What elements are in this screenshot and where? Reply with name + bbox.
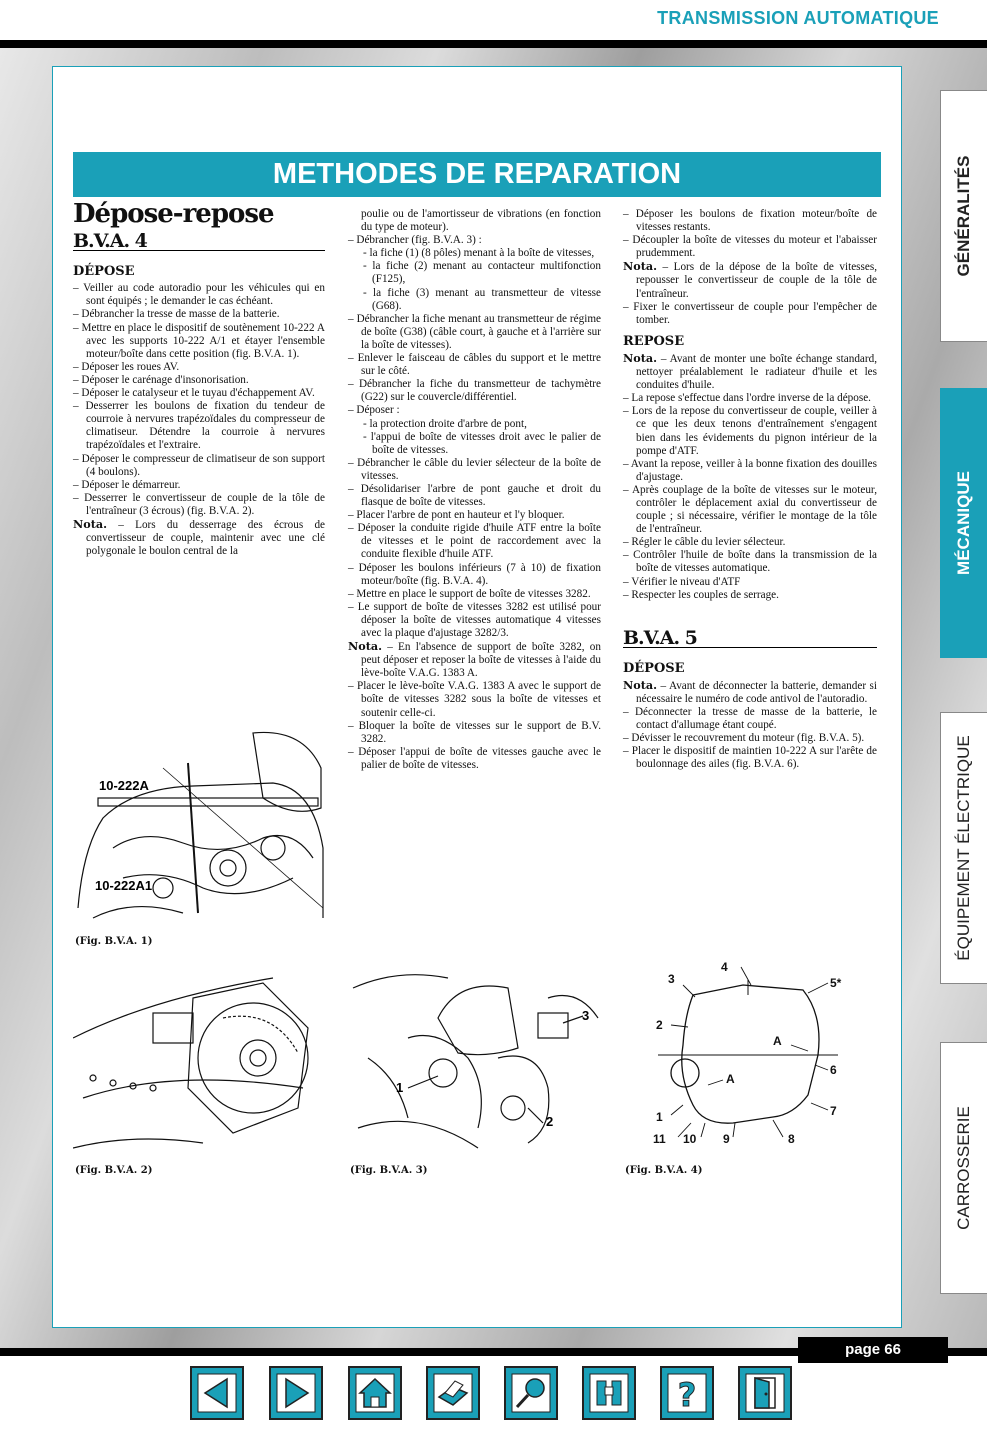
nota: Nota. – Lors du desserrage des écrous de convertisseur de couple, maintenir avec une clé polygonale le boulon central de la xyxy=(73,516,325,558)
figure-bva-4 xyxy=(623,955,877,1160)
fig4-label: 8 xyxy=(788,1132,795,1146)
list-item: – Déposer : xyxy=(348,404,400,417)
next-button[interactable] xyxy=(269,1366,323,1420)
fig1-label-a: 10-222A xyxy=(99,778,149,793)
list-item: – Découpler la boîte de vitesses du moteur et l'abaisser prudemment. xyxy=(623,234,877,260)
list-item: - l'appui de boîte de vitesses droit avec le palier de boîte de vitesses. xyxy=(363,430,601,456)
heading-bva5: B.V.A. 5 xyxy=(623,632,877,648)
converter-illustration xyxy=(73,958,328,1158)
next-icon xyxy=(276,1373,316,1413)
fig4-label: 7 xyxy=(830,1104,837,1118)
list-item: poulie ou de l'amortisseur de vibrations (en fonction du type de moteur). xyxy=(361,208,601,234)
list-item: – Débrancher la fiche menant au transmetteur de régime de boîte (G38) (câble court, à gauche et à l'arrière sur la boîte de vitesses). xyxy=(348,312,601,351)
print-button[interactable] xyxy=(426,1366,480,1420)
fig4-label: 4 xyxy=(721,960,728,974)
list-item: – Fixer le convertisseur de couple pour l'empêcher de tomber. xyxy=(623,300,877,326)
figure-caption: (Fig. B.V.A. 1) xyxy=(75,936,153,947)
tab-mecanique[interactable]: MÉCANIQUE xyxy=(940,388,987,658)
list-item: – Déposer l'appui de boîte de vitesses gauche avec le palier de boîte de vitesses. xyxy=(348,745,601,771)
list-item: – Mettre en place le dispositif de soutènement 10-222 A avec les supports 10-222 A/1 et étayer l'ensemble moteur/boîte dans cette position (fig. B.V.A. 1). xyxy=(73,321,325,360)
tab-equipement-electrique[interactable]: ÉQUIPEMENT ÉLECTRIQUE xyxy=(940,712,987,984)
list-item: - la protection droite d'arbre de pont, xyxy=(363,417,527,430)
figure-caption: (Fig. B.V.A. 3) xyxy=(350,1165,428,1176)
figure-caption: (Fig. B.V.A. 2) xyxy=(75,1165,153,1176)
fig4-label: 6 xyxy=(830,1063,837,1077)
list-item: – Desserrer les boulons de fixation du tendeur de courroie à nervures trapézoïdales du compresseur de climatiseur. Détendre la courroie à nervures trapézoïdales et l'extraire. xyxy=(73,400,325,452)
fig4-label: 1 xyxy=(656,1110,663,1124)
prev-button[interactable] xyxy=(190,1366,244,1420)
page-number: page 66 xyxy=(798,1337,948,1363)
nota: Nota. – Avant de déconnecter la batterie, demander si nécessaire le numéro de code antivol de l'autoradio. xyxy=(623,677,878,705)
column-1 xyxy=(73,199,325,558)
figure-bva-2 xyxy=(73,958,328,1158)
help-button[interactable] xyxy=(660,1366,714,1420)
print-icon xyxy=(433,1373,473,1413)
list-item: – Placer le dispositif de maintien 10-222 A sur l'arête de boulonnage des ailes (fig. B.V.A. 6). xyxy=(623,745,877,771)
gearbox-connectors-illustration xyxy=(348,958,603,1158)
fig1-label-b: 10-222A1 xyxy=(95,878,153,893)
figure-caption: (Fig. B.V.A. 4) xyxy=(625,1165,703,1176)
list-item: - la fiche (3) menant au transmetteur de vitesse (G68). xyxy=(363,286,601,312)
figure-bva-1 xyxy=(73,728,328,928)
list-item: – La repose s'effectue dans l'ordre inverse de la dépose. xyxy=(623,392,871,405)
header-title: TRANSMISSION AUTOMATIQUE xyxy=(657,8,939,28)
fig4-label: 11 xyxy=(653,1132,666,1146)
exit-icon xyxy=(745,1373,785,1413)
list-item: – Respecter les couples de serrage. xyxy=(623,588,779,601)
list-item: – Veiller au code autoradio pour les véhicules qui en sont équipés ; le demander le cas échéant. xyxy=(73,282,325,308)
fig4-label: A xyxy=(726,1072,735,1086)
list-item: – Desserrer le convertisseur de couple de la tôle de l'entraîneur (3 écrous) (fig. B.V.A. 2). xyxy=(73,491,325,517)
list-item: – Débrancher (fig. B.V.A. 3) : xyxy=(348,234,482,247)
engine-bay-illustration xyxy=(73,728,328,928)
help-icon xyxy=(667,1373,707,1413)
heading-depose-repose: Dépose-repose xyxy=(73,199,274,229)
list-item: – Déposer les roues AV. xyxy=(73,360,180,373)
exit-button[interactable] xyxy=(738,1366,792,1420)
list-item: – Déconnecter la tresse de masse de la batterie, le contact d'allumage étant coupé. xyxy=(623,706,877,732)
fig3-label-1: 1 xyxy=(396,1080,404,1095)
binoculars-button[interactable] xyxy=(582,1366,636,1420)
fig4-label: 2 xyxy=(656,1018,663,1032)
fig4-label: A xyxy=(773,1034,782,1048)
list-item: – Le support de boîte de vitesses 3282 est utilisé pour déposer la boîte de vitesses automatique 4 vitesses avec la plaque d'ajustage 3282/3. xyxy=(348,600,601,639)
list-item: – Lors de la repose du convertisseur de couple, veiller à ce que les deux tenons d'entraînement s'engagent bien dans les évidements du pignon intérieur de la pompe d'ATF. xyxy=(623,405,877,457)
fig4-label: 10 xyxy=(683,1132,697,1146)
heading-repose: REPOSE xyxy=(623,333,685,349)
search-icon xyxy=(511,1373,551,1413)
prev-icon xyxy=(197,1373,237,1413)
list-item: – Enlever le faisceau de câbles du support et le mettre sur le côté. xyxy=(348,352,601,378)
home-button[interactable] xyxy=(348,1366,402,1420)
list-item: – Dévisser le recouvrement du moteur (fig. B.V.A. 5). xyxy=(623,732,865,745)
list-item: – Déposer le carénage d'insonorisation. xyxy=(73,373,249,386)
search-button[interactable] xyxy=(504,1366,558,1420)
fig3-label-3: 3 xyxy=(582,1008,590,1023)
binoculars-icon xyxy=(589,1373,629,1413)
list-item: – Déposer les boulons de fixation moteur/boîte de vitesses restants. xyxy=(623,208,877,234)
list-item: – Bloquer la boîte de vitesses sur le support de B.V. 3282. xyxy=(348,719,601,745)
nota: Nota. – Lors de la dépose de la boîte de vitesses, repousser le convertisseur de couple de la tôle de l'entraîneur. xyxy=(623,259,878,300)
list-item: – Mettre en place le support de boîte de vitesses 3282. xyxy=(348,587,591,600)
list-item: – Déposer le catalyseur et le tuyau d'échappement AV. xyxy=(73,387,315,400)
tab-generalites[interactable]: GÉNÉRALITÉS xyxy=(940,90,987,342)
list-item: - la fiche (2) menant au contacteur multifonction (F125), xyxy=(363,260,601,286)
list-item: – Déposer le compresseur de climatiseur de son support (4 boulons). xyxy=(73,452,325,478)
svg-text:?: ? xyxy=(677,1376,697,1413)
column-3 xyxy=(623,208,877,772)
fig4-label: 3 xyxy=(668,972,675,986)
header-bar xyxy=(0,0,987,40)
nota: Nota. – Avant de monter une boîte échange standard, nettoyer préalablement le radiateur d'huile et les conduites d'huile. xyxy=(623,350,878,392)
bellhousing-diagram xyxy=(623,955,877,1160)
heading-depose: DÉPOSE xyxy=(73,264,135,280)
header-rule xyxy=(0,40,987,48)
fig3-label-2: 2 xyxy=(546,1114,554,1129)
list-item: – Déposer la conduite rigide d'huile ATF entre la boîte de vitesses et le point de raccordement avec la conduite flexible d'huile ATF. xyxy=(348,522,601,561)
list-item: – Débrancher le câble du levier sélecteur de la boîte de vitesses. xyxy=(348,456,601,482)
list-item: – Régler le câble du levier sélecteur. xyxy=(623,536,786,549)
list-item: – Placer le lève-boîte V.A.G. 1383 A avec le support de boîte de vitesses 3282 sous la boîte de vitesses et soutenir celle-ci. xyxy=(348,680,601,719)
heading-depose-bva5: DÉPOSE xyxy=(623,660,685,676)
list-item: – Déposer le démarreur. xyxy=(73,478,181,491)
tab-carrosserie[interactable]: CARROSSERIE xyxy=(940,1042,987,1294)
list-item: – Après couplage de la boîte de vitesses sur le moteur, contrôler le déplacement axial du convertisseur de couple ; si nécessaire, vérifier le montage de la tôle de l'entraîneur. xyxy=(623,483,877,536)
section-banner: METHODES DE REPARATION xyxy=(73,152,881,197)
list-item: - la fiche (1) (8 pôles) menant à la boîte de vitesses, xyxy=(363,247,595,260)
list-item: – Placer l'arbre de pont en hauteur et l'y bloquer. xyxy=(348,509,565,522)
fig4-label: 5* xyxy=(830,976,842,990)
nota: Nota. – En l'absence de support de boîte 3282, on peut déposer et reposer la boîte de vitesses à l'aide du lève-boîte V.A.G. 1383 A. xyxy=(348,639,601,680)
list-item: – Désolidariser l'arbre de pont gauche et droit du flasque de boîte de vitesses. xyxy=(348,482,601,509)
list-item: – Déposer les boulons inférieurs (7 à 10) de fixation moteur/boîte (fig. B.V.A. 4). xyxy=(348,561,601,587)
figure-bva-3 xyxy=(348,958,603,1158)
list-item: – Vérifier le niveau d'ATF xyxy=(623,575,741,588)
home-icon xyxy=(355,1373,395,1413)
list-item: – Débrancher la tresse de masse de la batterie. xyxy=(73,308,280,321)
footer-area xyxy=(0,1356,987,1434)
list-item: – Avant la repose, veiller à la bonne fixation des douilles d'ajustage. xyxy=(623,457,877,483)
list-item: – Débrancher la fiche du transmetteur de tachymètre (G22) sur le couvercle/différentiel. xyxy=(348,378,601,404)
fig4-label: 9 xyxy=(723,1132,730,1146)
heading-bva4: B.V.A. 4 xyxy=(73,235,325,251)
column-2 xyxy=(348,208,601,772)
list-item: – Contrôler l'huile de boîte dans la transmission de la boîte de vitesses automatique. xyxy=(623,549,877,575)
